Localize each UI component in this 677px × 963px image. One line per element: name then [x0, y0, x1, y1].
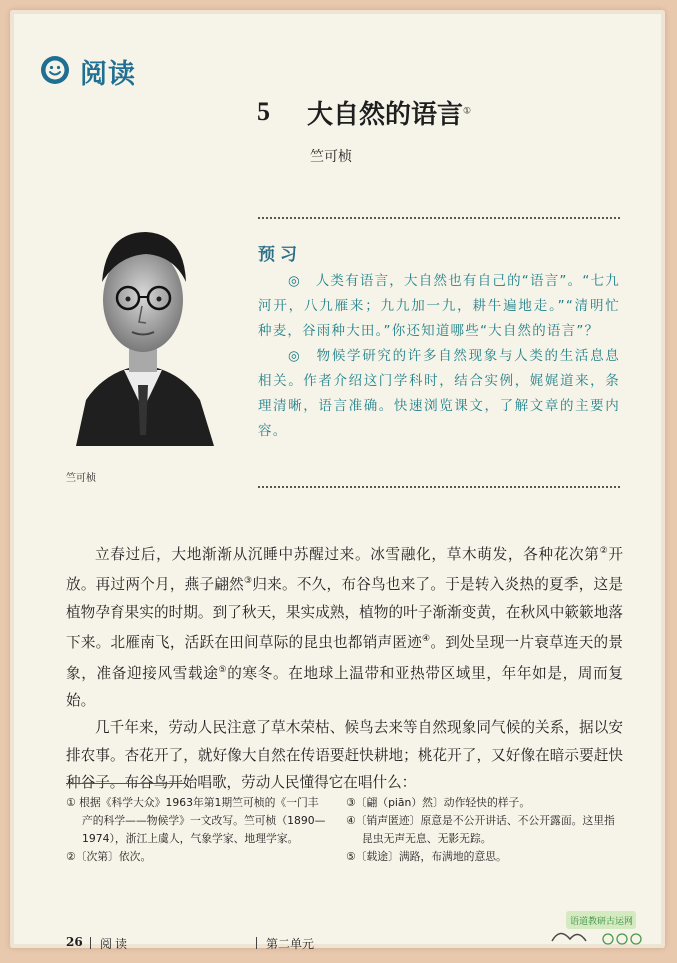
- body-paragraph: 几千年来，劳动人民注意了草木荣枯、候鸟去来等自然现象同气候的关系，据以安排农事。杏花开了，就好像大自然在传语要赶快耕地；桃花开了，又好像在暗示要赶快种谷子。布谷鸟开始唱歌，劳动人民懂得它在唱什么：: [66, 719, 623, 792]
- smiley-icon: [40, 55, 70, 85]
- footnote-rule: [66, 783, 186, 784]
- lesson-number: 5: [257, 97, 270, 126]
- footer-section-label: 阅读: [100, 937, 131, 951]
- author-portrait: [66, 210, 220, 446]
- author-name: 竺可桢: [310, 149, 352, 165]
- svg-text:语道教研古运网: 语道教研古运网: [570, 917, 634, 927]
- title-footnote-mark: ①: [463, 106, 472, 117]
- portrait-caption: 竺可桢: [66, 473, 96, 484]
- text-run: 归来。不久，布谷鸟也来了。于是转入炎热的夏季，这是植物孕育果实的时期。到了秋天，果实成熟，植物的叶子渐渐变黄，在秋风中簌簌地落下来。北雁南飞，活跃在田间草际的昆虫也都销声匿迹: [66, 576, 623, 652]
- text-run: 的寒冬。在地球上温带和亚热带区域里，年年如是，周而复始。: [66, 664, 623, 709]
- footnote: ③〔翩（piān）然〕动作轻快的样子。: [346, 796, 531, 809]
- lesson-title-text: 大自然的语言: [307, 100, 464, 130]
- footnote-mark: ④: [422, 634, 431, 645]
- preview-paragraph: ◎ 人类有语言，大自然也有自己的“语言”。“七九河开，八九雁来；九九加一九，耕牛遍地走。”“清明忙种麦，谷雨种大田。”你还知道哪些“大自然的语言”？: [258, 273, 620, 339]
- preview-paragraph: ◎ 物候学研究的许多自然现象与人类的生活息息相关。作者介绍这门学科时，结合实例，娓娓道来，条理清晰，语言准确。快速浏览课文，了解文章的主要内容。: [258, 348, 620, 439]
- footnote-mark: ②: [599, 546, 609, 556]
- preview-box: [258, 240, 620, 444]
- footnote: ⑤〔载途〕满路，布满地的意思。: [346, 850, 507, 863]
- footnote-mark: ③: [244, 576, 253, 587]
- footer-unit-label: 第二单元: [266, 937, 315, 951]
- watermark-logo: [546, 907, 646, 947]
- section-title: 阅读: [80, 59, 136, 90]
- page-number: 26: [66, 935, 83, 949]
- footnote: ②〔次第〕依次。: [66, 850, 152, 863]
- preview-heading: 预习: [258, 245, 302, 265]
- body-paragraph: [66, 538, 623, 714]
- text-run: 开放。再过两个月，燕子翩然: [66, 545, 623, 594]
- text-run: 。到处呈现一片衰草连天的景象，准备迎接风雪载途: [66, 634, 623, 682]
- footnote-mark: ⑤: [218, 664, 228, 675]
- footnotes-right-column: [346, 794, 622, 866]
- textbook-page: [10, 10, 665, 951]
- footer-separator: [90, 937, 91, 949]
- dotted-divider-bottom: [258, 486, 620, 488]
- footnote: ④〔销声匿迹〕原意是不公开讲话、不公开露面。这里指昆虫无声无息、无影无踪。: [346, 814, 615, 845]
- footnote: ① 根据《科学大众》1963年第1期竺可桢的《一门丰产的科学——物候学》一文改写。竺可桢（1890—1974），浙江上虞人，气象学家、地理学家。: [66, 796, 326, 845]
- body-text: [66, 538, 623, 797]
- dotted-divider-top: [258, 217, 620, 219]
- text-run: 立春过后，大地渐渐从沉睡中苏醒过来。冰雪融化，草木萌发，各种花次第: [95, 545, 600, 563]
- footer-separator: [256, 937, 257, 949]
- lesson-title: [307, 94, 471, 131]
- footnotes-left-column: [66, 794, 326, 866]
